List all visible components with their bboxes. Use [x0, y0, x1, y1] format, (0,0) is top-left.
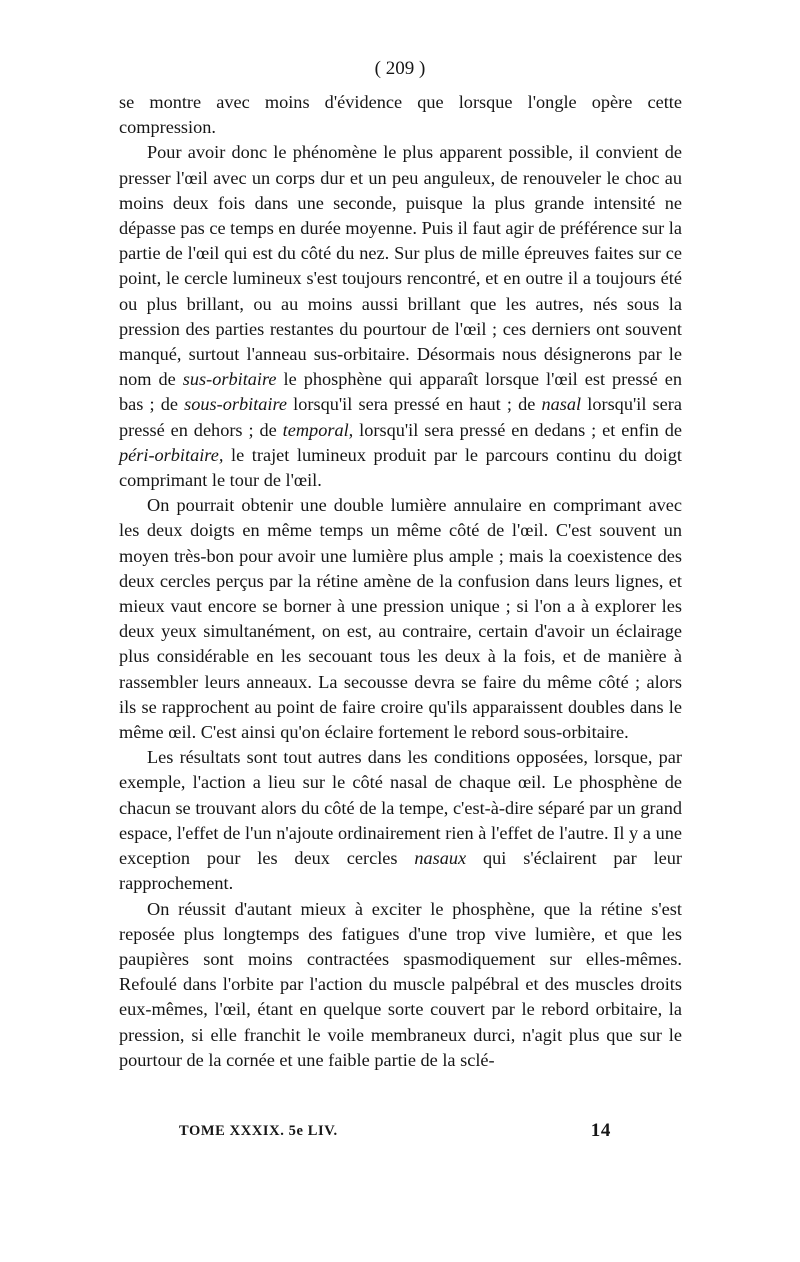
- text-run: On pourrait obtenir une double lumière annulaire en comprimant avec les deux doigts en même temps un même côté de l'œil. C'est souvent un moyen très-bon pour avoir une lumière plus ample ; mais la coexistence des deux cercles perçus par la rétine amène de la confusion dans leurs lignes, et mieux vaut encore se borner à une pression unique ; si l'on a à explorer les deux yeux simultanément, on est, au contraire, certain d'avoir un éclairage plus considérable en les secouant tous les deux à la fois, et de manière à rassembler leurs anneaux. La secousse devra se faire du même côté ; alors ils se rapprochent au point de faire croire qu'ils apparaissent doubles dans le même œil. C'est ainsi qu'on éclaire fortement le rebord sous-orbitaire.: [119, 495, 682, 743]
- text-run: le phosphène qui apparaît lorsque l'œil est pressé en bas ; de: [119, 369, 682, 415]
- text-run: qui s'éclairent par leur rapprochement.: [119, 848, 682, 894]
- text-run: lorsqu'il sera pressé en dedans ; et enfin de: [353, 419, 682, 440]
- italic-term: temporal,: [282, 419, 354, 440]
- text-run: lorsqu'il sera pressé en haut ; de: [287, 394, 542, 415]
- signature-mark: TOME XXXIX. 5e LIV.: [179, 1123, 338, 1139]
- italic-term: nasal: [541, 394, 582, 415]
- italic-term: nasaux: [414, 848, 467, 869]
- signature-number: 14: [590, 1120, 611, 1141]
- text-run: lorsqu'il sera pressé en dehors ; de: [119, 394, 682, 440]
- body-text: [119, 90, 682, 1073]
- italic-term: péri-orbitaire,: [119, 444, 224, 465]
- paragraph: [119, 493, 682, 745]
- italic-term: sus-orbitaire: [182, 369, 277, 390]
- text-run: Les résultats sont tout autres dans les conditions opposées, lorsque, par exemple, l'action a lieu sur le côté nasal de chaque œil. Le phosphène de chacun se trouvant alors du côté de la tempe, c'est-à-dire séparé par un grand espace, l'effet de l'un n'ajoute ordinairement rien à l'effet de l'autre. Il y a une exception pour les deux cercles: [119, 747, 682, 869]
- text-run: le trajet lumineux produit par le parcours continu du doigt comprimant le tour de l'œil.: [119, 444, 682, 491]
- paragraph: [119, 90, 682, 140]
- paragraph: [119, 140, 682, 493]
- paragraph: [119, 745, 682, 896]
- text-run: Pour avoir donc le phénomène le plus apparent possible, il convient de presser l'œil avec un corps dur et un peu anguleux, de renouveler le choc au moins deux fois dans une seconde, puisque la plus grande intensité ne dépasse pas ce temps en durée moyenne. Puis il faut agir de préférence sur la partie de l'œil qui est du côté du nez. Sur plus de mille épreuves faites sur ce point, le cercle lumineux s'est toujours rencontré, et en outre il a toujours été ou plus brillant, ou au moins aussi brillant que les autres, nés sous la pression des parties restantes du pourtour de l'œil ; ces derniers ont souvent manqué, surtout l'anneau sus-orbitaire. Désormais nous désignerons par le nom de: [119, 142, 682, 390]
- text-run: se montre avec moins d'évidence que lorsque l'ongle opère cette compression.: [119, 92, 682, 138]
- italic-term: sous-orbitaire: [184, 394, 288, 415]
- text-run: On réussit d'autant mieux à exciter le phosphène, que la rétine s'est reposée plus longtemps des fatigues d'une trop vive lumière, et que les paupières sont moins contractées spasmodiquement sur elles-mêmes. Refoulé dans l'orbite par l'action du muscle palpébral et des muscles droits eux-mêmes, l'œil, étant en quelque sorte couvert par le rebord orbitaire, la pression, si elle franchit le voile membraneux durci, n'agit plus que sur le pourtour de la cornée et une faible partie de la sclé-: [119, 898, 682, 1070]
- paragraph: [119, 897, 682, 1073]
- page-number: ( 209 ): [374, 58, 426, 79]
